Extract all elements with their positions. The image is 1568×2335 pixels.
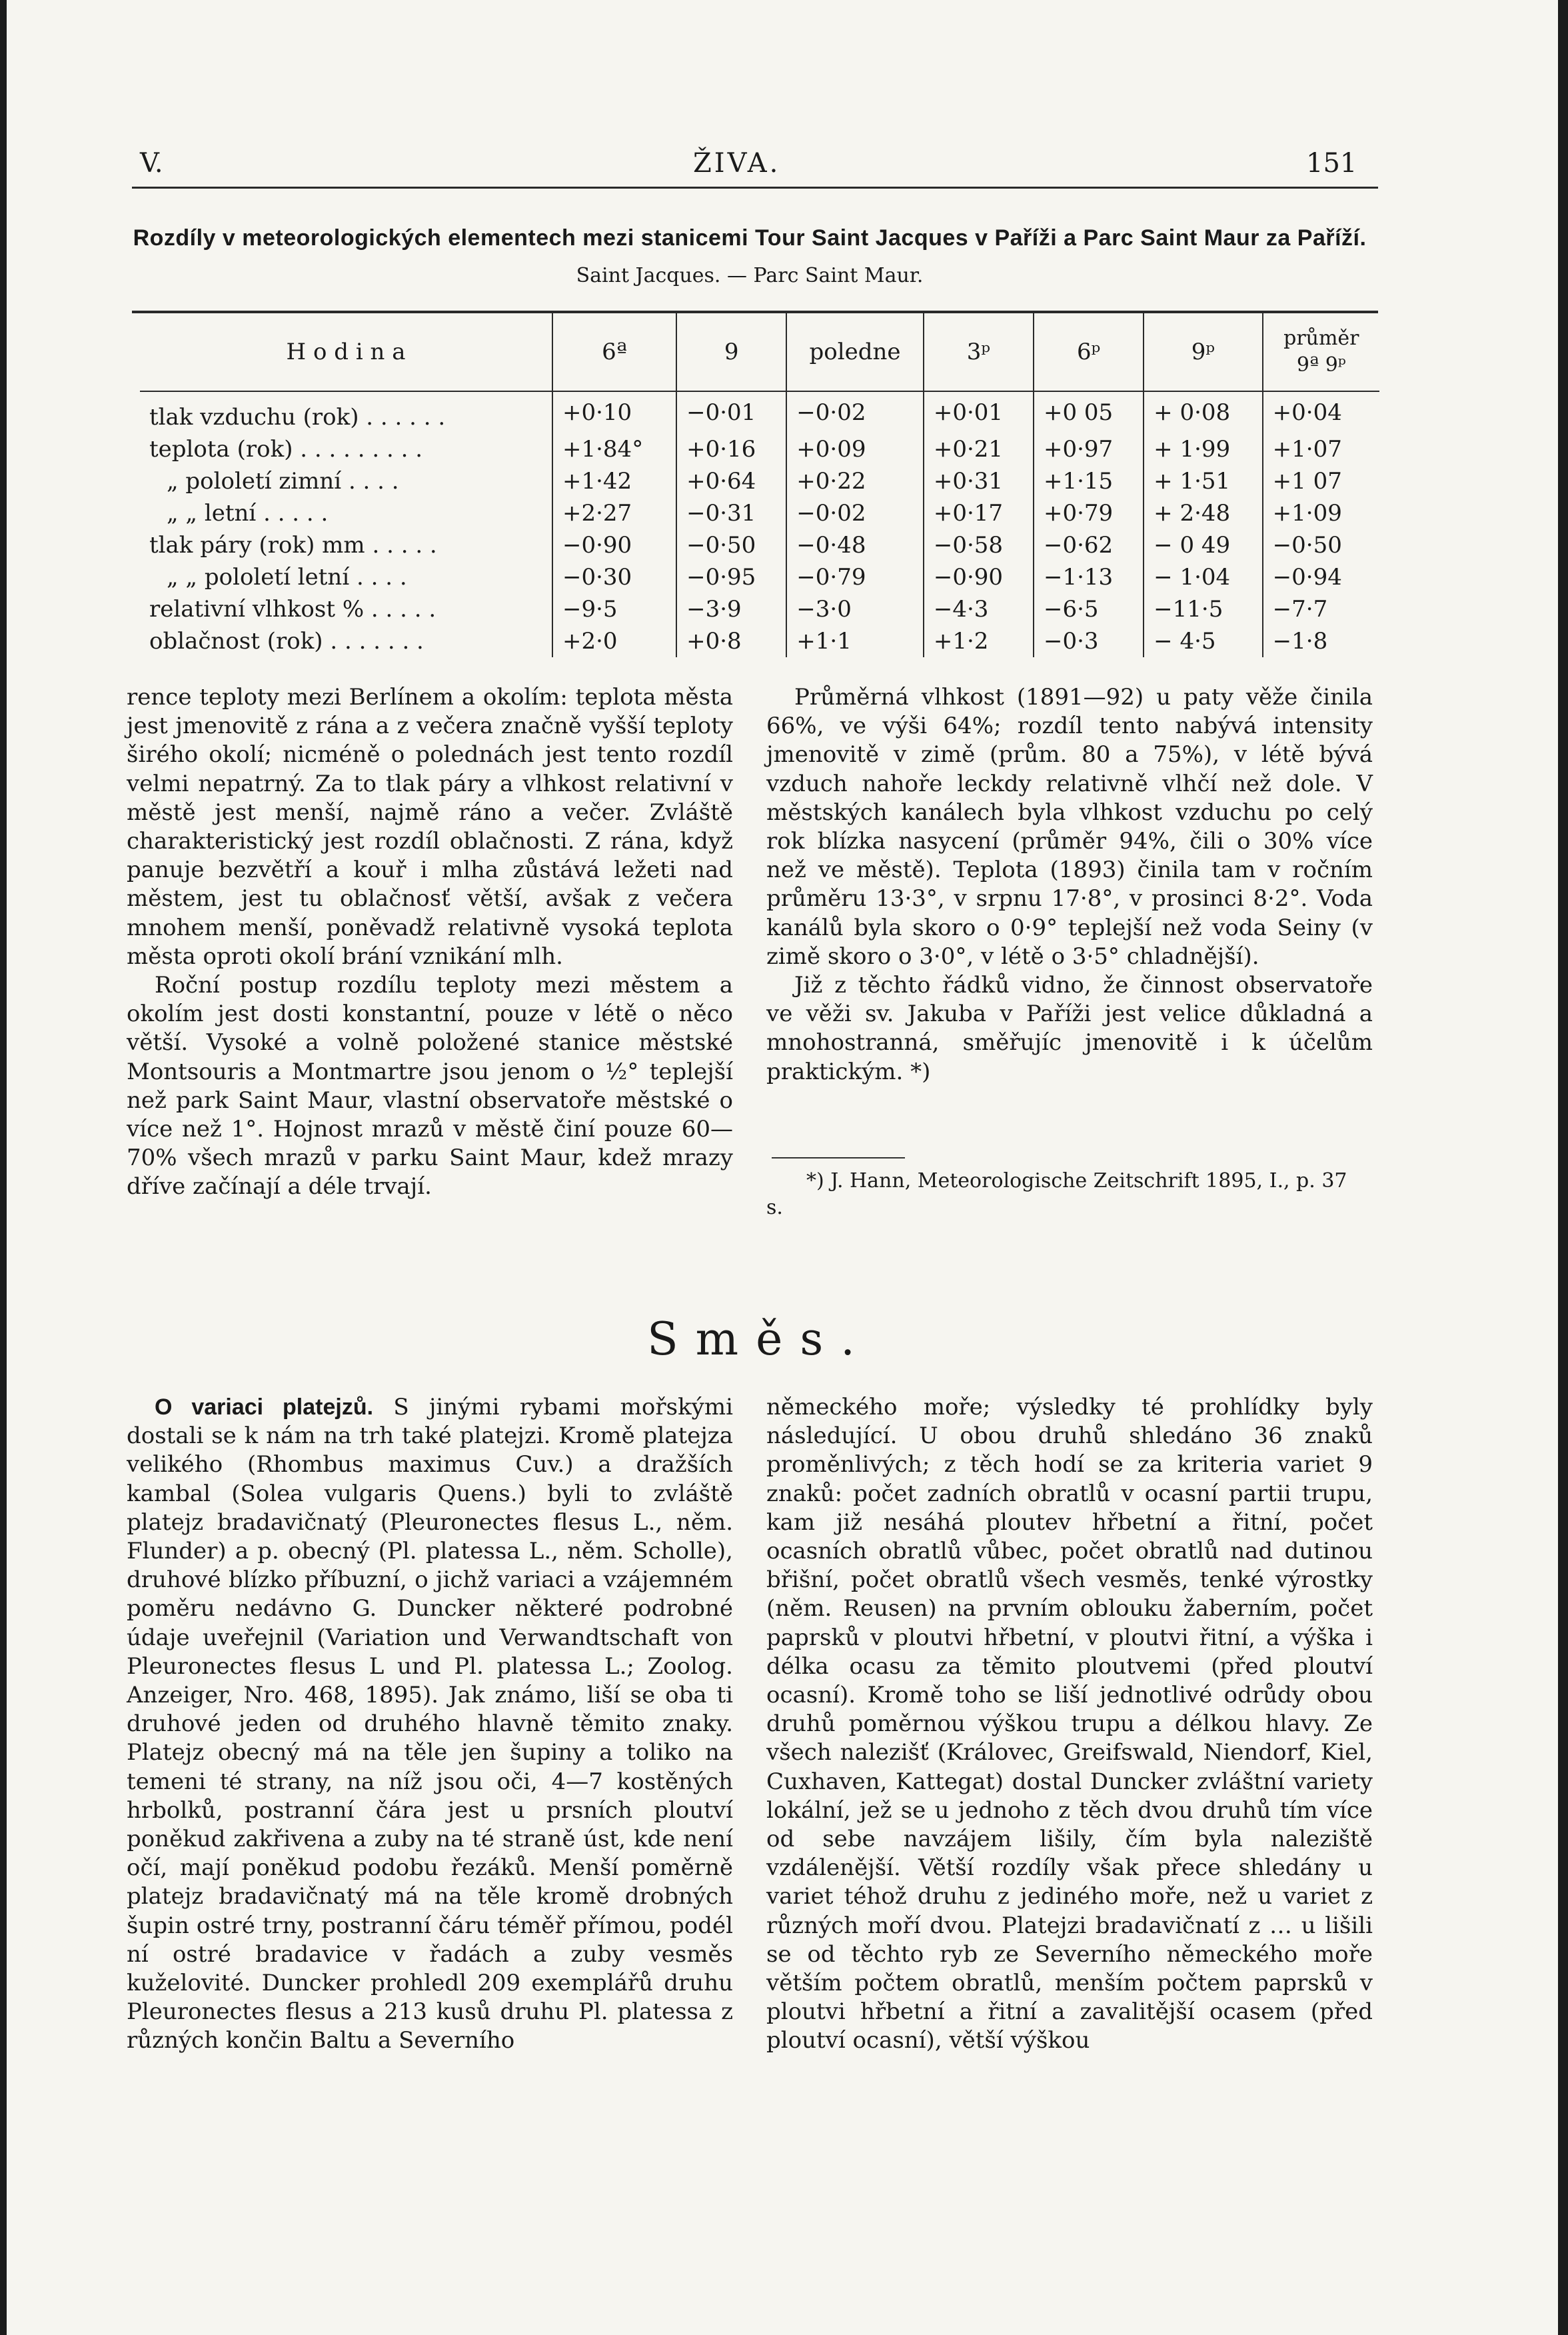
article-column-right [766, 683, 1373, 1087]
cell: +1·09 [1263, 497, 1379, 529]
paragraph: Průměrná vlhkost (1891—92) u paty věže činila 66%, ve výši 64%; rozdíl tento nabývá intensity jmenovitě v zimě (prům. 80 a 75%), v létě bývá vzduch nahoře leckdy relativně vlhčí než dole. V městských kanálech byla vlhkost vzduchu po celý rok blízka nasycení (průměr 94%, čili o 30% více než ve městě). Teplota (1893) činila tam v ročním průměru 13·3°, v srpnu 17·8°, v prosinci 8·2°. Voda kanálů byla skoro o 0·9° teplejší než voda Seiny (v zimě skoro o 3·0°, v létě o 3·5° chladnější). [766, 684, 1373, 970]
article-lead: O variaci platejzů. [155, 1394, 374, 1420]
cell: −3·9 [676, 593, 786, 625]
cell: +0·16 [676, 433, 786, 465]
cell: −11·5 [1144, 593, 1262, 625]
cell: +1·42 [552, 465, 676, 497]
row-label: teplota (rok) . . . . . . . . . [149, 436, 423, 463]
table-header-hour: H o d i n a [140, 313, 552, 391]
row-label: relativní vlhkost % . . . . . [149, 596, 436, 623]
cell: +1 07 [1263, 465, 1379, 497]
table-header-col: 9 [676, 313, 786, 391]
cell: −0·48 [786, 529, 924, 561]
cell: −1·8 [1263, 625, 1379, 657]
cell: −6·5 [1034, 593, 1144, 625]
cell: −0·79 [786, 561, 924, 593]
row-label: „ pololetí zimní . . . . [167, 468, 399, 495]
header-page-number: 151 [1306, 148, 1357, 179]
cell: +2·27 [552, 497, 676, 529]
paragraph: německého moře; výsledky té prohlídky byly následující. U obou druhů shledáno 36 znaků proměnlivých; z těch hodí se za kriteria variet 9 znaků: počet zadních obratlů v ocasní partii trupu, kam již nesáhá ploutev hřbetní a řitní, počet ocasních obratlů vůbec, počet obratlů nad dutinou břišní, počet obratlů všech vesměs, tenké výrostky (něm. Reusen) na prvním oblouku žaberním, počet paprsků v ploutvi hřbetní, v ploutvi řitní, a výška i délka ocasu za těmito ploutvemi (před ploutví ocasní). Kromě toho se liší jednotlivé odrůdy obou druhů poměrnou výškou trupu a délkou hlavy. Ze všech nalezišť (Královec, Greifswald, Niendorf, Kiel, Cuxhaven, Kattegat) dostal Duncker zvláštní variety lokální, jež se u jednoho z těch dvou druhů tím více od sebe navzájem lišily, čím byla naleziště vzdálenější. Větší rozdíly však přece shledány u variet téhož druhu z jediného moře, než u variet z různých moří dvou. Platejzi bradavičnatí z … u lišili se od těchto ryb ze Severního německého moře větším počtem obratlů, menším počtem paprsků v ploutvi hřbetní a řitní a zavalitější ocasem (před ploutví ocasní), větší výškou [766, 1394, 1373, 2054]
table-header-mean [1263, 313, 1379, 391]
cell: −4·3 [924, 593, 1034, 625]
header-journal-title: ŽIVA. [693, 148, 781, 179]
table-header-col: poledne [786, 313, 924, 391]
article-text: S jinými rybami mořskými dostali se k nám na trh také platejzi. Kromě platejza velikého (Rhombus maximus Cuv.) a dražších kambal (Solea vulgaris Quens.) byli to zvláště platejz bradavičnatý (Pleuronectes flesus L., něm. Flunder) a p. obecný (Pl. platessa L., něm. Scholle), druhové blízko příbuzní, o jichž variaci a vzájemném poměru nedávno G. Duncker některé podrobné údaje uveřejnil (Variation und Verwandtschaft von Pleuronectes flesus L und Pl. platessa L.; Zoolog. Anzeiger, Nro. 468, 1895). Jak známo, liší se oba ti druhové jeden od druhého hlavně těmito znaky. Platejz obecný má na těle jen šupiny a toliko na temeni té strany, na níž jsou oči, 4—7 kostěných hrbolků, postranní čára jest u prsních ploutví poněkud zakřivena a zuby na té straně úst, kde není očí, mají poněkud podobu řezáků. Menší poměrně platejz bradavičnatý má na těle kromě drobných šupin ostré trny, postranní čáru téměř přímou, podél ní ostré bradavice v řadách a zuby vesměs kuželovité. Duncker prohledl 209 exemplářů druhu Pleuronectes flesus a 213 kusů druhu Pl. platessa z různých končin Baltu a Severního [127, 1394, 733, 2054]
smes-column-right [766, 1393, 1373, 2056]
table-subtitle: Saint Jacques. — Parc Saint Maur. [576, 264, 924, 287]
smes-column-left [127, 1393, 733, 2056]
cell: − 0 49 [1144, 529, 1262, 561]
cell: +1·15 [1034, 465, 1144, 497]
cell: − 1·04 [1144, 561, 1262, 593]
article-column-left [127, 683, 733, 1202]
section-title: Směs. [647, 1313, 872, 1366]
table-title: Rozdíly v meteorologických elementech mezi stanicemi Tour Saint Jacques v Paříži a Parc Saint Maur za Paříží. [133, 225, 1367, 251]
cell: −7·7 [1263, 593, 1379, 625]
cell: +0·09 [786, 433, 924, 465]
row-label: oblačnost (rok) . . . . . . . [149, 628, 424, 655]
row-label: tlak páry (rok) mm . . . . . [149, 532, 437, 559]
cell: + 2·48 [1144, 497, 1262, 529]
cell: −0·90 [552, 529, 676, 561]
cell: +0·8 [676, 625, 786, 657]
cell: +0·01 [924, 391, 1034, 433]
table-header-row [140, 313, 1379, 391]
cell: −0·94 [1263, 561, 1379, 593]
cell: −0·90 [924, 561, 1034, 593]
cell: +0·17 [924, 497, 1034, 529]
table-header-col: 3ᵖ [924, 313, 1034, 391]
cell: +0·04 [1263, 391, 1379, 433]
cell: +1·84° [552, 433, 676, 465]
cell: +0·79 [1034, 497, 1144, 529]
paragraph: Roční postup rozdílu teploty mezi městem a okolím jest dosti konstantní, pouze v létě o něco větší. Vysoké a volně položené stanice městské Montsouris a Montmartre jsou jenom o ½° teplejší než park Saint Maur, vlastní observatoře městské o více než 1°. Hojnost mrazů v městě činí pouze 60—70% všech mrazů v parku Saint Maur, kdež mrazy dříve začínají a déle trvají. [127, 972, 733, 1200]
cell: +0·97 [1034, 433, 1144, 465]
cell: +0·22 [786, 465, 924, 497]
cell: −0·50 [676, 529, 786, 561]
cell: −0·3 [1034, 625, 1144, 657]
cell: +0 05 [1034, 391, 1144, 433]
cell: −0·50 [1263, 529, 1379, 561]
header-volume: V. [140, 148, 163, 179]
cell: +0·31 [924, 465, 1034, 497]
mean-header-top: průměr [1283, 327, 1359, 350]
cell: −0·30 [552, 561, 676, 593]
table-header-col: 9ᵖ [1144, 313, 1262, 391]
cell: −0·31 [676, 497, 786, 529]
table-header-col: 6ᵖ [1034, 313, 1144, 391]
row-label: „ „ letní . . . . . [167, 500, 329, 527]
cell: +1·1 [786, 625, 924, 657]
footnote-rule [772, 1157, 905, 1159]
cell: +1·07 [1263, 433, 1379, 465]
paragraph: Již z těchto řádků vidno, že činnost observatoře ve věži sv. Jakuba v Paříži jest velice důkladná a mnohostranná, směřujíc jmenovitě i k účelům praktickým. *) [766, 972, 1373, 1085]
cell: − 4·5 [1144, 625, 1262, 657]
cell: −0·95 [676, 561, 786, 593]
row-label: tlak vzduchu (rok) . . . . . . [149, 404, 446, 431]
cell: −0·02 [786, 391, 924, 433]
footnote: *) J. Hann, Meteorologische Zeitschrift 1895, I., p. 37 s. [766, 1169, 1347, 1219]
cell: +1·2 [924, 625, 1034, 657]
cell: −3·0 [786, 593, 924, 625]
journal-page [7, 0, 1558, 2335]
cell: −0·01 [676, 391, 786, 433]
cell: +2·0 [552, 625, 676, 657]
cell: −1·13 [1034, 561, 1144, 593]
cell: + 1·99 [1144, 433, 1262, 465]
cell: + 1·51 [1144, 465, 1262, 497]
table-header-col: 6ª [552, 313, 676, 391]
cell: +0·21 [924, 433, 1034, 465]
cell: −0·62 [1034, 529, 1144, 561]
cell: +0·10 [552, 391, 676, 433]
cell: +0·64 [676, 465, 786, 497]
mean-header-bottom: 9ª 9ᵖ [1296, 353, 1346, 377]
cell: −0·02 [786, 497, 924, 529]
paragraph [127, 1393, 733, 2056]
header-rule [132, 187, 1378, 189]
row-label: „ „ pololetí letní . . . . [167, 564, 407, 591]
meteorological-table [140, 313, 1379, 657]
cell: −0·58 [924, 529, 1034, 561]
cell: + 0·08 [1144, 391, 1262, 433]
paragraph: rence teploty mezi Berlínem a okolím: teplota města jest jmenovitě z rána a z večera značně vyšší teploty širého okolí; nicméně o polednách jest tento rozdíl velmi nepatrný. Za to tlak páry a vlhkost relativní v městě jest menší, najmě ráno a večer. Zvláště charakteristický jest rozdíl oblačnosti. Z rána, když panuje bezvětří a kouř i mlha zůstává ležeti nad městem, jest tu oblačnosť větší, avšak z večera mnohem menší, poněvadž relativně vysoká teplota města oproti okolí brání vznikání mlh. [127, 684, 733, 970]
cell: −9·5 [552, 593, 676, 625]
